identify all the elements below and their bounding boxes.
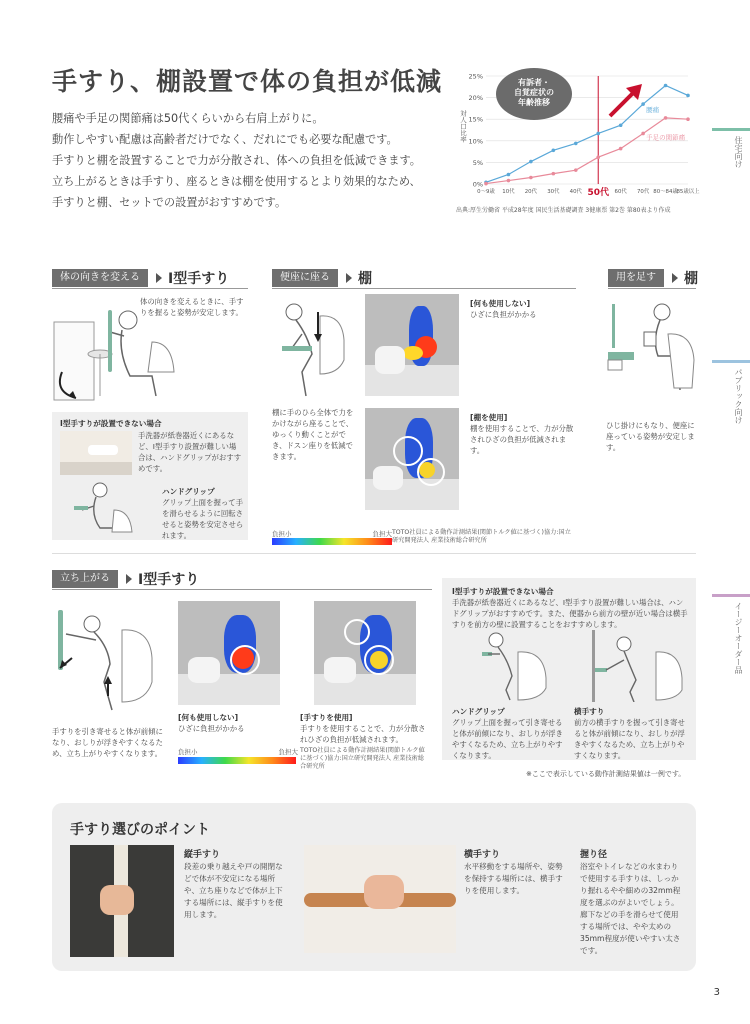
- intro-line: 手すりと棚を設置することで力が分散され、体への負担を低減できます。: [52, 154, 421, 167]
- y-tick-label: 25%: [468, 72, 483, 81]
- series-label: 手足の関節痛: [646, 133, 686, 142]
- handgrip-illustration: [60, 480, 136, 538]
- divider: [52, 288, 248, 289]
- section-desc: 体の向きを変えるときに、手すりを握ると姿勢が安定します。: [140, 297, 244, 317]
- points-title: 手すり選びのポイント: [70, 822, 210, 838]
- handgrip-text: グリップ上面を握って手を滑らせるように回転させると姿勢を安定させられます。: [162, 498, 244, 540]
- data-point: [507, 179, 511, 183]
- x-tick-label: 0〜9歳: [477, 189, 495, 195]
- source-note: TOTO社員による動作計測結果(関節トルク値に基づく)協力:国立研究開発法人 産業技術総合研究所: [300, 747, 425, 770]
- note-title: I型手すりが設置できない場合: [452, 587, 554, 596]
- data-point: [641, 102, 645, 106]
- scale-max-label: 負担大: [372, 530, 392, 538]
- section-title: I型手すり: [138, 572, 200, 588]
- age-trend-chart: [456, 66, 706, 216]
- section-sit-header: [272, 269, 372, 287]
- sit-shelf-photo: [365, 408, 459, 510]
- side-tab-label: パブリック向け: [734, 368, 743, 424]
- divider: [52, 589, 432, 590]
- side-tab-label: 住宅向け: [734, 136, 743, 168]
- series-label: 腰痛: [646, 106, 660, 115]
- handgrip-text: グリップ上面を握って引き寄せると体が前傾になり、おしりが浮きやすくなるため、立ち上がりやすくなります。: [452, 718, 563, 760]
- section-title: I型手すり: [168, 271, 230, 287]
- intro-line: 手すりと棚、セットでの設置がおすすめです。: [52, 196, 287, 209]
- section-tag: 用を足す: [608, 269, 664, 287]
- x-tick-label: 10代: [502, 189, 515, 195]
- data-point: [664, 84, 668, 88]
- data-point: [664, 116, 668, 120]
- load-scale-bar: [178, 757, 296, 764]
- play-arrow-icon: [672, 273, 678, 283]
- note-title: I型手すりが設置できない場合: [60, 419, 162, 428]
- stand-illustration: [52, 600, 164, 718]
- scale-min-label: 負担小: [178, 748, 198, 756]
- x-tick-label: 20代: [524, 189, 538, 195]
- photo-text: 棚を使用することで、力が分散されひざの負担が低減されます。: [470, 424, 574, 455]
- y-tick-label: 5%: [472, 158, 483, 167]
- photo-text: ひざに負担がかかる: [178, 724, 245, 733]
- handgrip-stand-illustration: [452, 630, 556, 702]
- yoko-title: 横手すり: [574, 707, 605, 716]
- section-turn-header: [52, 269, 229, 287]
- y-axis-label: 対人口比率: [459, 109, 467, 143]
- footnote: ※ここで表示している動作計測結果値は一例です。: [526, 770, 686, 778]
- chart-source: 出典:厚生労働省 平成28年度 国民生活基礎調査 3健康票 第2巻 第80表より作成: [456, 207, 671, 214]
- divider: [272, 288, 576, 289]
- grip-diameter-title: 握り径: [580, 850, 608, 860]
- yoko-point-text: 水平移動をする場所や、姿勢を保持する場所には、横手すりを使用します。: [464, 862, 563, 895]
- data-point: [641, 132, 645, 136]
- play-arrow-icon: [156, 273, 162, 283]
- play-arrow-icon: [346, 273, 352, 283]
- play-arrow-icon: [126, 574, 132, 584]
- photo-title: [何も使用しない]: [470, 299, 531, 308]
- y-tick-label: 15%: [468, 115, 483, 124]
- data-point: [574, 168, 578, 172]
- data-point: [686, 117, 690, 121]
- note-text: 手洗器が紙巻器近くにあるなど、I型手すり設置が難しい場合は、ハンドグリップがおすすめです。また、便器から前方の壁が近い場合は横手すりを前方の壁に設置することをおすすめします。: [452, 598, 688, 629]
- data-point: [552, 172, 556, 176]
- note-text: 手洗器が紙巻器近くにあるなど、I型手すり設置が難しい場合は、ハンドグリップがおすすめです。: [138, 431, 242, 473]
- section-title: 棚: [358, 271, 372, 287]
- intro-line: 腰痛や手足の関節痛は50代くらいから右肩上がりに。: [52, 112, 324, 125]
- sit-illustration: [272, 292, 358, 400]
- sink-photo: [60, 431, 132, 475]
- section-tag: 便座に座る: [272, 269, 338, 287]
- grip-diameter-text: 浴室やトイレなどの水まわりで使用する手すりは、しっかり握れるやや細めの32mm程度を選ぶのがよいでしょう。廊下などの手を滑らせて使用する場所では、やや太めの35mm程度が使いやすい太さです。: [580, 862, 681, 955]
- photo-title: [棚を使用]: [470, 413, 508, 422]
- y-tick-label: 0%: [472, 180, 483, 189]
- x-tick-label: 85歳以上: [676, 189, 700, 195]
- source-note: TOTO社員による動作計測結果(関節トルク値に基づく)協力:国立研究開発法人 産業技術総合研究所: [392, 529, 571, 544]
- horizontal-rail-photo: [304, 845, 456, 953]
- intro-text: [52, 108, 452, 213]
- tate-title: 縦手すり: [184, 850, 221, 860]
- x-tick-label: 50代: [587, 188, 609, 198]
- points-panel: [52, 803, 696, 971]
- photo-title: [何も使用しない]: [178, 713, 239, 722]
- handgrip-title: ハンドグリップ: [162, 487, 215, 496]
- divider: [608, 288, 696, 289]
- intro-line: 動作しやすい配慮は高齢者だけでなく、だれにでも必要な配慮です。: [52, 133, 398, 146]
- side-tab-label: イージーオーダー品: [734, 602, 743, 674]
- section-tag: 体の向きを変える: [52, 269, 148, 287]
- tate-text: 段差の乗り越えや戸の開閉などで体が不安定になる場所や、立ち座りなどで体が上下する場所には、縦手すりを使用します。: [184, 862, 283, 919]
- data-point: [552, 149, 556, 153]
- data-point: [619, 147, 623, 151]
- scale-max-label: 負担大: [278, 748, 298, 756]
- data-point: [619, 123, 623, 127]
- data-point: [484, 182, 488, 186]
- intro-line: 立ち上がるときは手すり、座るときは棚を使用するとより効果的なため、: [52, 175, 421, 188]
- y-tick-label: 10%: [468, 137, 483, 146]
- load-scale-bar: [272, 538, 392, 545]
- yoko-stand-illustration: [574, 630, 690, 702]
- scale-labels: [178, 747, 298, 756]
- handgrip-title: ハンドグリップ: [452, 707, 505, 716]
- x-tick-label: 30代: [547, 189, 560, 195]
- page-number: 3: [713, 987, 720, 998]
- chart-title: 有訴者・自覚症状の年齢推移: [514, 78, 554, 107]
- yoko-text: 前方の横手すりを握って引き寄せると体が前傾になり、おしりが浮きやすくなるため、立ち上がりやすくなります。: [574, 718, 685, 760]
- side-tab-easy-order[interactable]: [712, 594, 750, 597]
- data-point: [574, 142, 578, 146]
- section-tag: 立ち上がる: [52, 570, 118, 588]
- scale-min-label: 負担小: [272, 530, 292, 538]
- x-tick-label: 60代: [614, 189, 627, 195]
- stand-rail-photo: [314, 601, 416, 705]
- scale-labels: [272, 529, 392, 538]
- photo-title: [手すりを使用]: [300, 713, 353, 722]
- series-line: [486, 118, 688, 184]
- data-point: [529, 176, 533, 180]
- section-desc: 棚に手のひら全体で力をかけながら座ることで、ゆっくり動くことができ、ドスン座りを低減できます。: [272, 408, 354, 461]
- yoko-point-title: 横手すり: [464, 850, 501, 860]
- x-tick-label: 80〜84歳: [653, 189, 678, 195]
- divider: [52, 553, 696, 554]
- y-tick-label: 20%: [468, 94, 483, 103]
- side-tab-residential[interactable]: [712, 128, 750, 131]
- data-point: [596, 132, 600, 136]
- stand-nothing-photo: [178, 601, 280, 705]
- use-illustration: [604, 294, 698, 394]
- section-stand-header: [52, 570, 199, 588]
- x-tick-label: 70代: [636, 189, 650, 195]
- data-point: [529, 160, 533, 164]
- x-tick-label: 40代: [569, 189, 582, 195]
- sit-nothing-photo: [365, 294, 459, 396]
- section-use-header: [608, 269, 698, 287]
- data-point: [507, 173, 511, 177]
- photo-text: ひざに負担がかかる: [470, 310, 537, 319]
- side-tab-public[interactable]: [712, 360, 750, 363]
- vertical-rail-photo: [70, 845, 174, 957]
- photo-text: 手すりを使用することで、力が分散されひざの負担が低減されます。: [300, 724, 426, 744]
- data-point: [686, 94, 690, 98]
- section-title: 棚: [684, 271, 698, 287]
- page-title: 手すり、棚設置で体の負担が低減: [52, 67, 443, 96]
- data-point: [596, 155, 600, 159]
- section-desc: 手すりを引き寄せると体が前傾になり、おしりが浮きやすくなるため、立ち上がりやすくなります。: [52, 727, 163, 758]
- section-desc: ひじ掛けにもなり、便座に座っている姿勢が安定します。: [606, 421, 695, 452]
